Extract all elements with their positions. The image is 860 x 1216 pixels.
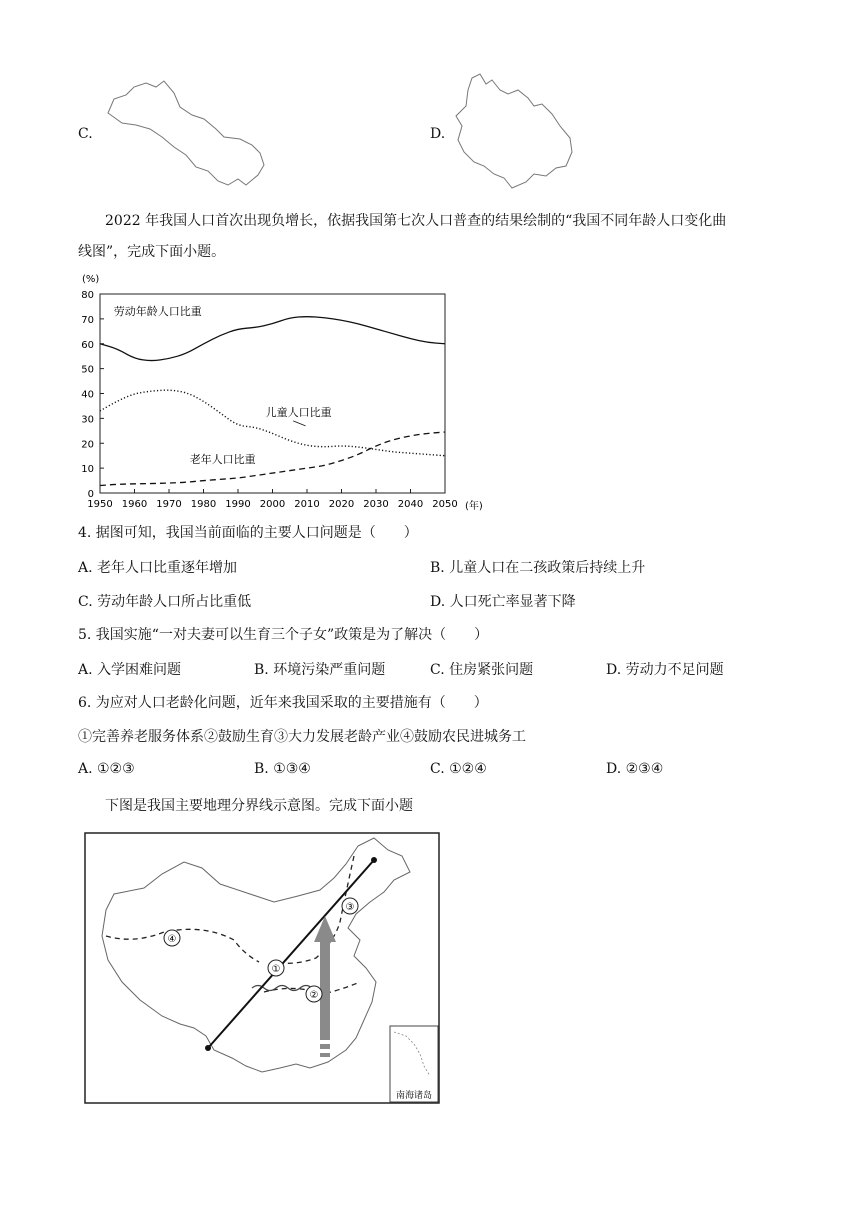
option-d-label: D. — [430, 126, 446, 142]
q6-option-b[interactable]: B. ①③④ — [254, 761, 311, 777]
child-label-leader — [293, 421, 305, 426]
y-tick-label: 80 — [81, 290, 94, 301]
marker-4-label: ④ — [167, 934, 177, 945]
y-tick-label: 70 — [81, 314, 94, 326]
hu-line-end-south — [205, 1045, 211, 1051]
y-tick-label: 20 — [81, 439, 94, 451]
elderly-series-label: 老年人口比重 — [189, 453, 256, 467]
intro-line-1: 2022 年我国人口首次出现负增长，依据我国第七次人口普查的结果绘制的“我国不同年龄人口变化曲 — [105, 213, 727, 229]
q5-stem: 5. 我国实施“一对夫妻可以生育三个子女”政策是为了解决（ ） — [78, 627, 489, 643]
intro-2: 下图是我国主要地理分界线示意图。完成下面小题 — [105, 798, 413, 814]
y-tick-label: 40 — [81, 389, 94, 401]
x-tick-label: 1980 — [190, 499, 217, 510]
q4-option-c[interactable]: C. 劳动年龄人口所占比重低 — [78, 594, 252, 610]
x-unit-label: (年) — [465, 501, 483, 512]
marker-2-label: ② — [309, 990, 319, 1001]
q4-options-row-2 — [78, 591, 798, 613]
q4-options-row-1 — [78, 557, 798, 579]
q4-option-b[interactable]: B. 儿童人口在二孩政策后持续上升 — [430, 560, 646, 576]
y-unit-label: (%) — [82, 274, 100, 285]
marker-2 — [306, 986, 322, 1002]
y-tick-label: 60 — [81, 339, 94, 351]
q5-option-a[interactable]: A. 入学困难问题 — [78, 662, 182, 678]
marker-3-label: ③ — [345, 902, 355, 913]
option-d-map-outline — [448, 70, 578, 195]
x-tick-label: 2050 — [432, 499, 458, 510]
elderly-series-line — [100, 432, 445, 485]
working-age-series-label: 劳动年龄人口比重 — [113, 305, 202, 319]
inset-label: 南海诸岛 — [395, 1091, 433, 1101]
y-tick-label: 10 — [81, 464, 94, 476]
child-series-line — [100, 390, 445, 456]
q4-stem: 4. 据图可知，我国当前面临的主要人口问题是（ ） — [78, 525, 418, 541]
q6-option-d[interactable]: D. ②③④ — [606, 761, 664, 777]
x-tick-label: 2000 — [259, 499, 286, 510]
q4-option-a[interactable]: A. 老年人口比重逐年增加 — [78, 560, 238, 576]
arrow-dash-2 — [320, 1053, 330, 1057]
x-tick-label: 1960 — [121, 499, 148, 510]
marker-3 — [342, 898, 358, 914]
x-tick-label: 1950 — [87, 499, 113, 510]
china-boundary-map — [84, 832, 444, 1108]
population-line-chart — [60, 265, 520, 520]
q5-option-c[interactable]: C. 住房紧张问题 — [430, 662, 534, 678]
y-tick-label: 50 — [81, 364, 94, 376]
x-tick-label: 1990 — [225, 499, 251, 510]
q4-option-d[interactable]: D. 人口死亡率显著下降 — [430, 594, 576, 610]
intro-line-2: 线图”，完成下面小题。 — [78, 244, 226, 260]
option-c-map-outline — [100, 75, 270, 190]
marker-1 — [268, 960, 284, 976]
arrow-dash-1 — [320, 1044, 330, 1049]
marker-4 — [164, 930, 180, 946]
q5-option-d[interactable]: D. 劳动力不足问题 — [606, 662, 724, 678]
y-tick-label: 30 — [81, 414, 94, 426]
q6-stem: 6. 为应对人口老龄化问题，近年来我国采取的主要措施有（ ） — [78, 695, 488, 711]
q6-items: ①完善养老服务体系②鼓励生育③大力发展老龄产业④鼓励农民进城务工 — [78, 729, 526, 745]
hu-line-end-north — [371, 857, 377, 863]
x-tick-label: 2040 — [397, 499, 424, 510]
q6-option-c[interactable]: C. ①②④ — [430, 761, 487, 777]
q5-option-b[interactable]: B. 环境污染严重问题 — [254, 662, 386, 678]
q5-options-row — [78, 659, 798, 681]
q6-option-a[interactable]: A. ①②③ — [78, 761, 135, 777]
x-tick-label: 2010 — [294, 499, 320, 510]
x-tick-label: 2020 — [328, 499, 355, 510]
map-frame — [85, 833, 439, 1103]
child-series-label: 儿童人口比重 — [265, 405, 332, 419]
y-tick-label: 0 — [87, 489, 94, 500]
marker-1-label: ① — [271, 964, 281, 975]
x-tick-label: 1970 — [156, 499, 182, 510]
working-age-series-line — [100, 317, 445, 361]
x-tick-label: 2030 — [363, 499, 389, 510]
option-c-label: C. — [78, 126, 93, 142]
q6-options-row — [78, 761, 798, 783]
